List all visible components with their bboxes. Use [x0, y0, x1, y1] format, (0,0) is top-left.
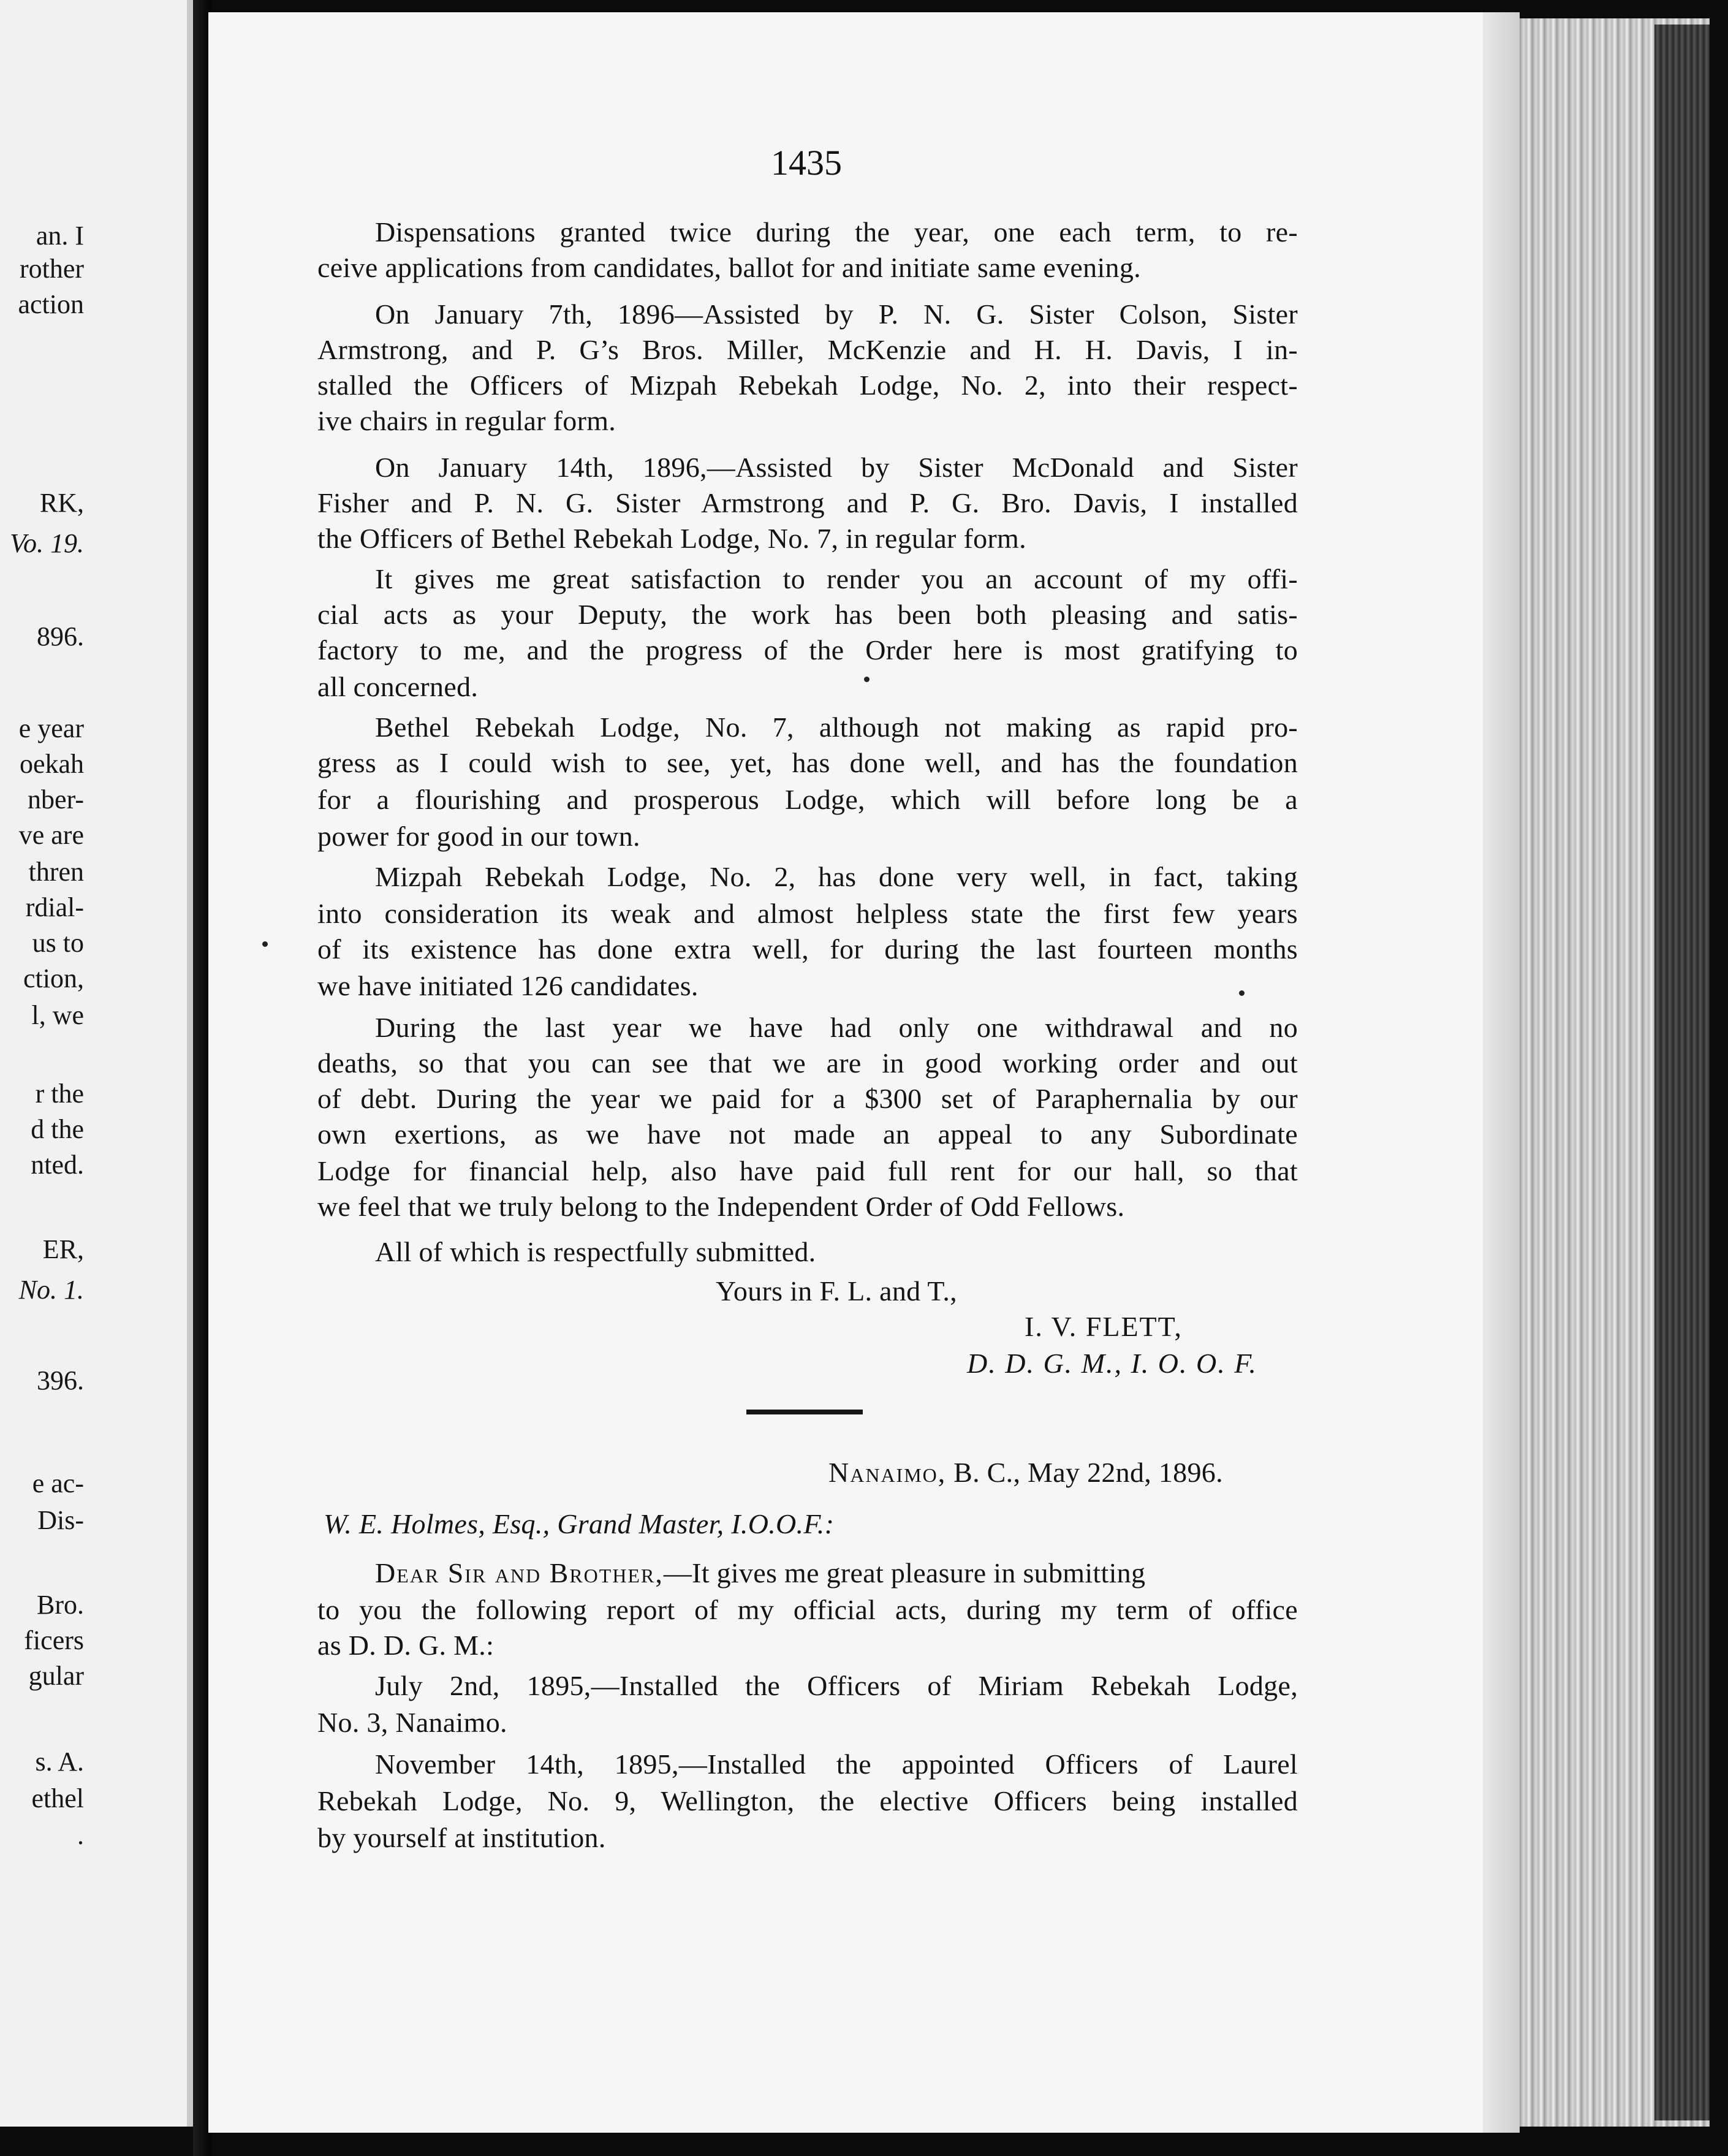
body-line: factory to me, and the progress of the Order here is most gratifying to	[317, 634, 1298, 666]
body-line: of its existence has done extra well, for during the last fourteen months	[317, 933, 1298, 965]
body-line: Lodge for financial help, also have paid full rent for our hall, so that	[317, 1155, 1298, 1186]
left-page-fragment: Dis-	[37, 1505, 84, 1535]
body-line: deaths, so that you can see that we are in good working order and out	[317, 1047, 1298, 1079]
signature-name: I. V. FLETT,	[1025, 1311, 1183, 1342]
body-line: July 2nd, 1895,—Installed the Officers of Miriam Rebekah Lodge,	[375, 1670, 1298, 1701]
body-line: for a flourishing and prosperous Lodge, which will before long be a	[317, 784, 1298, 815]
left-page-fragment: us to	[32, 928, 84, 958]
page-curve-shadow	[1483, 12, 1520, 2133]
ink-speck	[1239, 990, 1245, 996]
left-page-fragment: an. I	[36, 221, 84, 251]
left-page-fragment: RK,	[39, 488, 84, 518]
body-line: During the last year we have had only one withdrawal and no	[375, 1012, 1298, 1043]
ink-speck	[864, 677, 870, 682]
body-line: No. 3, Nanaimo.	[317, 1707, 507, 1738]
left-page-fragment: gular	[28, 1661, 84, 1691]
left-page-fragment: 896.	[37, 621, 84, 651]
body-line: to you the following report of my official acts, during my term of office	[317, 1594, 1298, 1625]
section-divider	[746, 1410, 863, 1414]
body-line: of debt. During the year we paid for a $300 set of Paraphernalia by our	[317, 1083, 1298, 1114]
dateline-place: Nanaimo,	[828, 1457, 947, 1488]
left-page-fragment: r the	[35, 1079, 84, 1109]
body-line: we have initiated 126 candidates.	[317, 970, 699, 1001]
left-page-fragment: d the	[31, 1114, 84, 1144]
left-page-fragment: rother	[19, 254, 84, 284]
body-line: all concerned.	[317, 671, 479, 702]
left-page-fragment: action	[18, 289, 84, 319]
left-page-fragment: ve are	[18, 820, 84, 850]
salutation-line	[375, 1557, 1145, 1589]
left-page-fragment: No. 1.	[18, 1275, 84, 1305]
body-line: Mizpah Rebekah Lodge, No. 2, has done very well, in fact, taking	[375, 861, 1298, 892]
left-page-fragment: Vo. 19.	[10, 528, 84, 558]
body-line: by yourself at institution.	[317, 1822, 606, 1853]
ink-speck	[262, 941, 268, 947]
left-page-fragment: ER,	[42, 1234, 84, 1264]
body-line: On January 14th, 1896,—Assisted by Sister McDonald and Sister	[375, 452, 1298, 483]
left-page-fragment: ction,	[23, 963, 84, 993]
body-line: stalled the Officers of Mizpah Rebekah Lodge, No. 2, into their respect-	[317, 370, 1298, 401]
left-page-fragment: ficers	[24, 1625, 84, 1655]
body-line: Dispensations granted twice during the year, one each term, to re-	[375, 216, 1298, 248]
left-page-fragment: .	[77, 1820, 84, 1850]
left-page-fragment: 396.	[37, 1365, 84, 1395]
body-line: into consideration its weak and almost helpless state the first few years	[317, 898, 1298, 929]
signature-title: D. D. G. M., I. O. O. F.	[967, 1348, 1257, 1379]
body-line: Bethel Rebekah Lodge, No. 7, although not making as rapid pro-	[375, 712, 1298, 743]
left-page-fragment: nber-	[28, 784, 84, 814]
left-page-fragment: l, we	[31, 1000, 84, 1030]
salutation-continuation: —It gives me great pleasure in submitting	[663, 1557, 1146, 1589]
body-line: It gives me great satisfaction to render you an account of my offi-	[375, 563, 1298, 594]
left-page-fragment: e ac-	[32, 1468, 84, 1498]
left-page-fragment: nted.	[31, 1150, 84, 1180]
body-line: On January 7th, 1896—Assisted by P. N. G. Sister Colson, Sister	[375, 298, 1298, 330]
body-line: Rebekah Lodge, No. 9, Wellington, the elective Officers being installed	[317, 1785, 1298, 1816]
body-line: Fisher and P. N. G. Sister Armstrong and P. G. Bro. Davis, I installed	[317, 487, 1298, 518]
body-line: All of which is respectfully submitted.	[375, 1236, 816, 1267]
previous-page-strip	[0, 0, 193, 2127]
body-line: Armstrong, and P. G’s Bros. Miller, McKenzie and H. H. Davis, I in-	[317, 334, 1298, 365]
left-page-fragment: ethel	[31, 1783, 84, 1813]
dateline-rest: B. C., May 22nd, 1896.	[953, 1457, 1223, 1488]
left-page-fragment: e year	[18, 713, 84, 743]
body-line: the Officers of Bethel Rebekah Lodge, No. 7, in regular form.	[317, 523, 1026, 554]
page-number: 1435	[771, 143, 842, 183]
dateline	[828, 1456, 1223, 1489]
closing-line: Yours in F. L. and T.,	[716, 1275, 957, 1307]
addressee: W. E. Holmes, Esq., Grand Master, I.O.O.F.:	[324, 1508, 835, 1539]
body-line: power for good in our town.	[317, 821, 640, 852]
body-line: as D. D. G. M.:	[317, 1630, 495, 1661]
body-line: cial acts as your Deputy, the work has been both pleasing and satis-	[317, 599, 1298, 630]
body-line: own exertions, as we have not made an appeal to any Subordinate	[317, 1118, 1298, 1150]
book-cover-edge	[1654, 25, 1710, 2120]
left-page-fragment: s. A.	[35, 1747, 84, 1777]
body-line: ceive applications from candidates, ballot for and initiate same evening.	[317, 252, 1141, 283]
left-page-fragment: thren	[28, 857, 84, 887]
salutation: Dear Sir and Brother,	[375, 1557, 664, 1589]
body-line: gress as I could wish to see, yet, has done well, and has the foundation	[317, 747, 1298, 778]
left-page-fragment: Bro.	[37, 1590, 84, 1620]
body-line: we feel that we truly belong to the Independent Order of Odd Fellows.	[317, 1191, 1125, 1222]
body-line: November 14th, 1895,—Installed the appointed Officers of Laurel	[375, 1748, 1298, 1780]
left-page-fragment: rdial-	[25, 892, 84, 922]
left-page-fragment: oekah	[19, 749, 84, 779]
body-line: ive chairs in regular form.	[317, 405, 616, 436]
